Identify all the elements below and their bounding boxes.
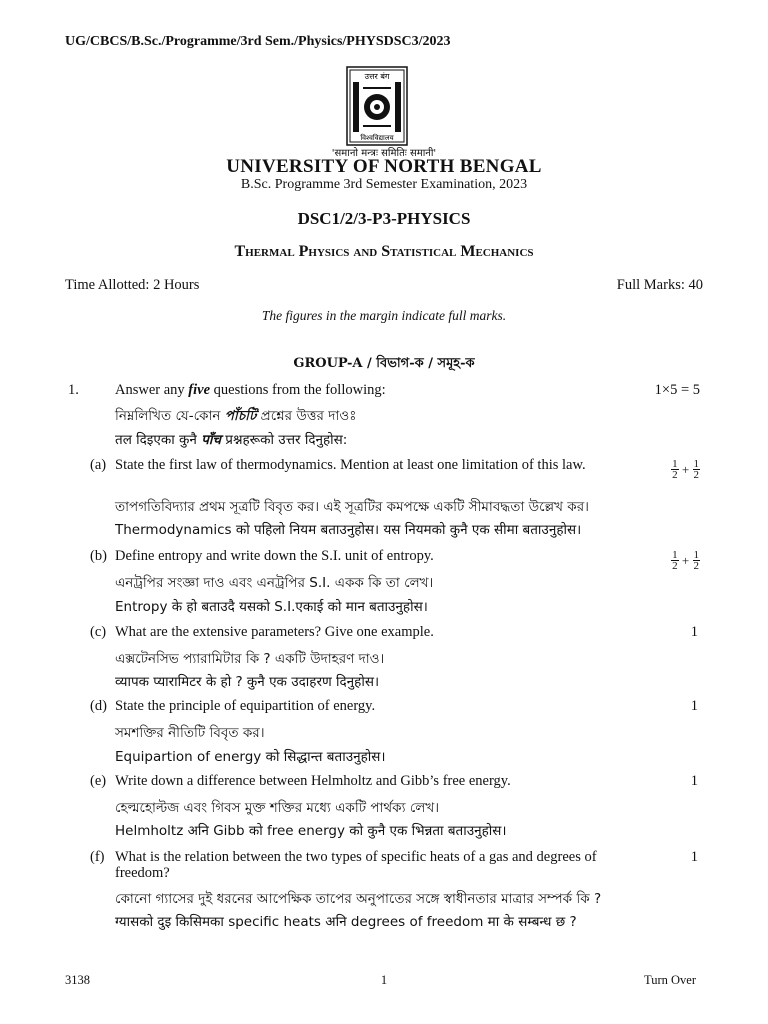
margin-note: The figures in the margin indicate full marks. [261,308,507,323]
part-a-marks: $\frac{1}{2}$ + 1 2 [672,458,699,481]
instruction-marks: 1×5 = 5 [654,382,700,398]
motto: 'समानो मन्त्रः समितिः समानी' [331,148,437,159]
instruction-en-pre: Answer any [115,382,189,398]
part-b-np: Entropy के हो बताउदै यसको S.I.एकाई को मान बताउनुहोस। [115,599,428,615]
part-b-bn: এনট্রপির সংজ্ঞা দাও এবং এনট্রপির S.I. একক কি তা লেখ। [115,575,434,591]
part-label: (d) [90,698,107,714]
footer-code: 3138 [65,973,90,987]
part-d-en: State the principle of equipartition of energy. [115,698,376,714]
part-e-np: Helmholtz अनि Gibb को free energy को कुनै एक भिन्नता बताउनुहोस। [115,823,507,839]
instruction-en-em: five [188,382,211,398]
part-e-en: Write down a difference between Helmholtz and Gibb’s free energy. [115,773,511,789]
part-b-marks-num: 1 [672,549,678,561]
instruction-bn-post: প্রশ্নের উত্তর দাওঃ [256,408,357,424]
paper-code: UG/CBCS/B.Sc./Programme/3rd Sem./Physics/PHYSDSC3/2023 [65,34,451,49]
part-b-marks-den2: 2 [693,560,699,572]
instruction-bn-em: পাঁচটি [224,408,257,424]
part-b-en: Define entropy and write down the S.I. unit of entropy. [115,548,434,564]
part-f-bn: কোনো গ্যাসের দুই ধরনের আপেক্ষিক তাপের অনুপাতের সঙ্গে স্বাধীনতার মাত্রার সম্পর্ক কি ? [115,891,602,907]
part-d-np: Equipartion of energy को सिद्धान्त बताउनुहोस। [115,749,386,765]
part-label: (f) [90,849,105,865]
question-number: 1. [68,382,79,398]
part-label: (e) [90,773,107,789]
part-a-marks-num: 1 [672,458,678,470]
logo-bottom-text: विश्वविद्यालय [360,134,394,142]
instruction-np-post: प्रश्नहरूको उत्तर दिनुहोस: [220,432,348,448]
instruction-np-em: पाँच [201,432,221,448]
page-number: 1 [380,973,388,987]
part-d-bn: সমশক্তির নীতিটি বিবৃত কর। [115,725,265,741]
full-marks: Full Marks: 40 [616,277,703,293]
part-b-marks-den: 2 [672,560,678,572]
part-a-np: Thermodynamics को पहिलो नियम बताउनुहोस। यस नियमको कुनै एक सीमा बताउनुहोस। [115,522,582,538]
university-logo [346,66,408,146]
part-b-marks-num2: 1 [693,549,699,561]
part-e-bn: হেল্মহোল্টজ এবং গিবস মুক্ত শক্তির মধ্যে একটি পার্থক্য লেখ। [115,800,440,816]
group-heading-text: GROUP-A / বিভাগ-ক / সমূহ-ক [293,356,475,371]
part-a-en: State the first law of thermodynamics. Mention at least one limitation of this law. [115,457,586,473]
paper-title: DSC1/2/3-P3-PHYSICS [297,209,471,228]
instruction-bn-pre: নিম্নলিখিত যে-কোন [115,408,225,424]
part-a-bn: তাপগতিবিদ্যার প্রথম সূত্রটি বিবৃত কর। এই সূত্রটির কমপক্ষে একটি সীমাবদ্ধতা উল্লেখ কর। [115,499,589,515]
turn-over: Turn Over [644,973,696,987]
instruction-bn [115,405,356,428]
part-a-marks-den2: 2 [693,469,699,481]
part-label: (b) [90,548,107,564]
part-f-marks: 1 [690,849,698,865]
time-allotted: Time Allotted: 2 Hours [65,277,200,293]
part-d-marks: 1 [690,698,698,714]
part-c-bn: এক্সটেনসিভ প্যারামিটার কি ? একটি উদাহরণ দাও। [115,651,385,667]
part-f-en: What is the relation between the two types of specific heats of a gas and degrees of freedom? [115,849,597,881]
part-c-marks: 1 [690,624,698,640]
part-f-np: ग्यासको दुइ किसिमका specific heats अनि degrees of freedom मा के सम्बन्ध छ ? [115,914,577,930]
instruction-np-pre: तल दिइएका कुनै [115,432,202,448]
part-a-marks-den: 2 [672,469,678,481]
university-name: UNIVERSITY OF NORTH BENGAL [226,156,542,177]
instruction-np [115,430,347,448]
part-c-np: व्यापक प्यारामिटर के हो ? कुनै एक उदाहरण दिनुहोस। [115,674,380,690]
group-heading [0,354,768,375]
part-b-marks: $\frac{1}{2}$ + 1 2 [672,549,699,572]
part-a-marks-num2: 1 [693,458,699,470]
part-label: (a) [90,457,107,473]
instruction-en [115,382,386,399]
subject-title: Thermal Physics and Statistical Mechanics [234,243,534,260]
part-c-en: What are the extensive parameters? Give one example. [115,624,434,640]
logo-top-text: उत्तर बंग [364,72,390,81]
part-e-marks: 1 [690,773,698,789]
instruction-en-post: questions from the following: [210,382,386,398]
part-label: (c) [90,624,107,640]
exam-title: B.Sc. Programme 3rd Semester Examination, 2023 [240,177,528,192]
